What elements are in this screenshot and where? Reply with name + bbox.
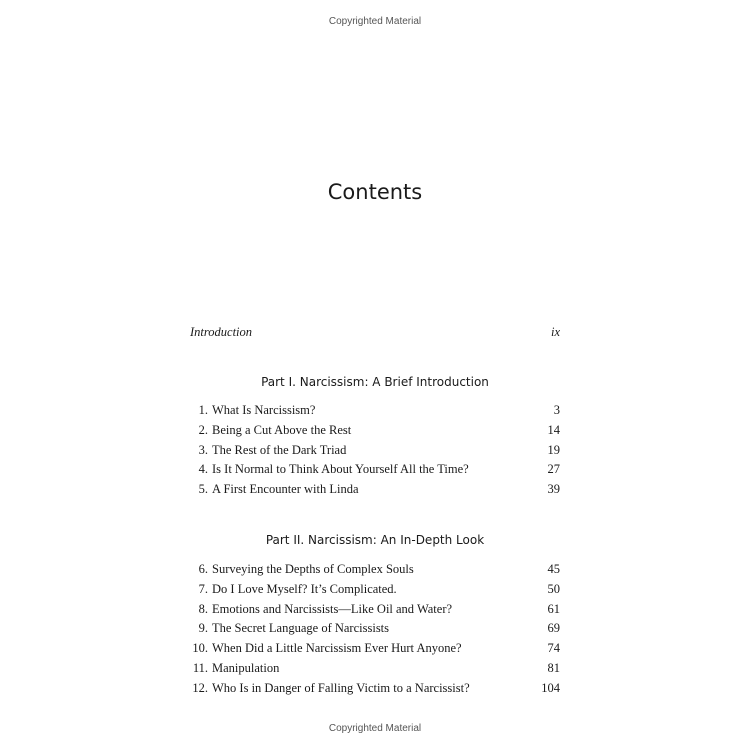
toc-chapter-row bbox=[190, 443, 560, 463]
chapter-page: 27 bbox=[547, 462, 560, 477]
toc-chapter-row bbox=[190, 423, 560, 443]
chapter-title: Being a Cut Above the Rest bbox=[212, 422, 352, 437]
toc-chapter-row bbox=[190, 462, 560, 482]
chapter-number: 2. bbox=[198, 422, 208, 437]
toc-chapter-row bbox=[190, 641, 560, 661]
chapter-number: 12. bbox=[192, 680, 208, 695]
chapter-number: 8. bbox=[198, 601, 208, 616]
chapter-number: 3. bbox=[198, 442, 208, 457]
part-heading-1: Part I. Narcissism: A Brief Introduction bbox=[261, 375, 489, 389]
chapter-title: A First Encounter with Linda bbox=[212, 482, 359, 497]
toc-chapter-row bbox=[190, 621, 560, 641]
part-1-chapter-list bbox=[190, 403, 560, 502]
chapter-title: When Did a Little Narcissism Ever Hurt Anyone? bbox=[212, 641, 462, 656]
toc-chapter-row bbox=[190, 681, 560, 701]
chapter-page: 14 bbox=[547, 422, 560, 437]
chapter-number: 1. bbox=[198, 403, 208, 417]
chapter-page: 61 bbox=[547, 601, 560, 616]
chapter-number: 4. bbox=[198, 462, 208, 477]
toc-chapter-row bbox=[190, 582, 560, 602]
chapter-title: Manipulation bbox=[212, 660, 280, 675]
part-2-chapter-list bbox=[190, 562, 560, 701]
chapter-page: 50 bbox=[547, 581, 560, 596]
chapter-page: 104 bbox=[541, 680, 560, 695]
page-title: Contents bbox=[327, 180, 423, 204]
chapter-page: 19 bbox=[547, 442, 560, 457]
chapter-title: Surveying the Depths of Complex Souls bbox=[212, 562, 414, 576]
chapter-number: 9. bbox=[198, 621, 208, 636]
chapter-title: Is It Normal to Think About Yourself All the Time? bbox=[212, 462, 469, 477]
copyright-watermark-top: Copyrighted Material bbox=[328, 16, 422, 27]
toc-chapter-row bbox=[190, 482, 560, 502]
chapter-number: 6. bbox=[198, 562, 208, 576]
chapter-number: 11. bbox=[192, 660, 208, 675]
chapter-number: 5. bbox=[198, 482, 208, 497]
chapter-title: What Is Narcissism? bbox=[212, 403, 316, 417]
introduction-label: Introduction bbox=[190, 325, 253, 339]
chapter-page: 74 bbox=[547, 641, 560, 656]
chapter-page: 3 bbox=[553, 403, 560, 417]
toc-chapter-row bbox=[190, 661, 560, 681]
toc-chapter-row bbox=[190, 403, 560, 423]
chapter-title: The Rest of the Dark Triad bbox=[212, 442, 347, 457]
copyright-watermark-bottom: Copyrighted Material bbox=[328, 723, 422, 734]
chapter-page: 45 bbox=[547, 562, 560, 576]
chapter-title: Emotions and Narcissists—Like Oil and Water? bbox=[212, 601, 453, 616]
part-heading-2: Part II. Narcissism: An In-Depth Look bbox=[265, 533, 485, 547]
chapter-title: Who Is in Danger of Falling Victim to a Narcissist? bbox=[212, 680, 470, 695]
chapter-page: 39 bbox=[547, 482, 560, 497]
chapter-title: Do I Love Myself? It’s Complicated. bbox=[212, 581, 397, 596]
chapter-number: 7. bbox=[198, 581, 208, 596]
introduction-page: ix bbox=[550, 325, 560, 339]
toc-chapter-row bbox=[190, 562, 560, 582]
toc-chapter-row bbox=[190, 602, 560, 622]
chapter-number: 10. bbox=[192, 641, 208, 656]
chapter-title: The Secret Language of Narcissists bbox=[212, 621, 390, 636]
chapter-page: 69 bbox=[547, 621, 560, 636]
chapter-page: 81 bbox=[547, 660, 560, 675]
